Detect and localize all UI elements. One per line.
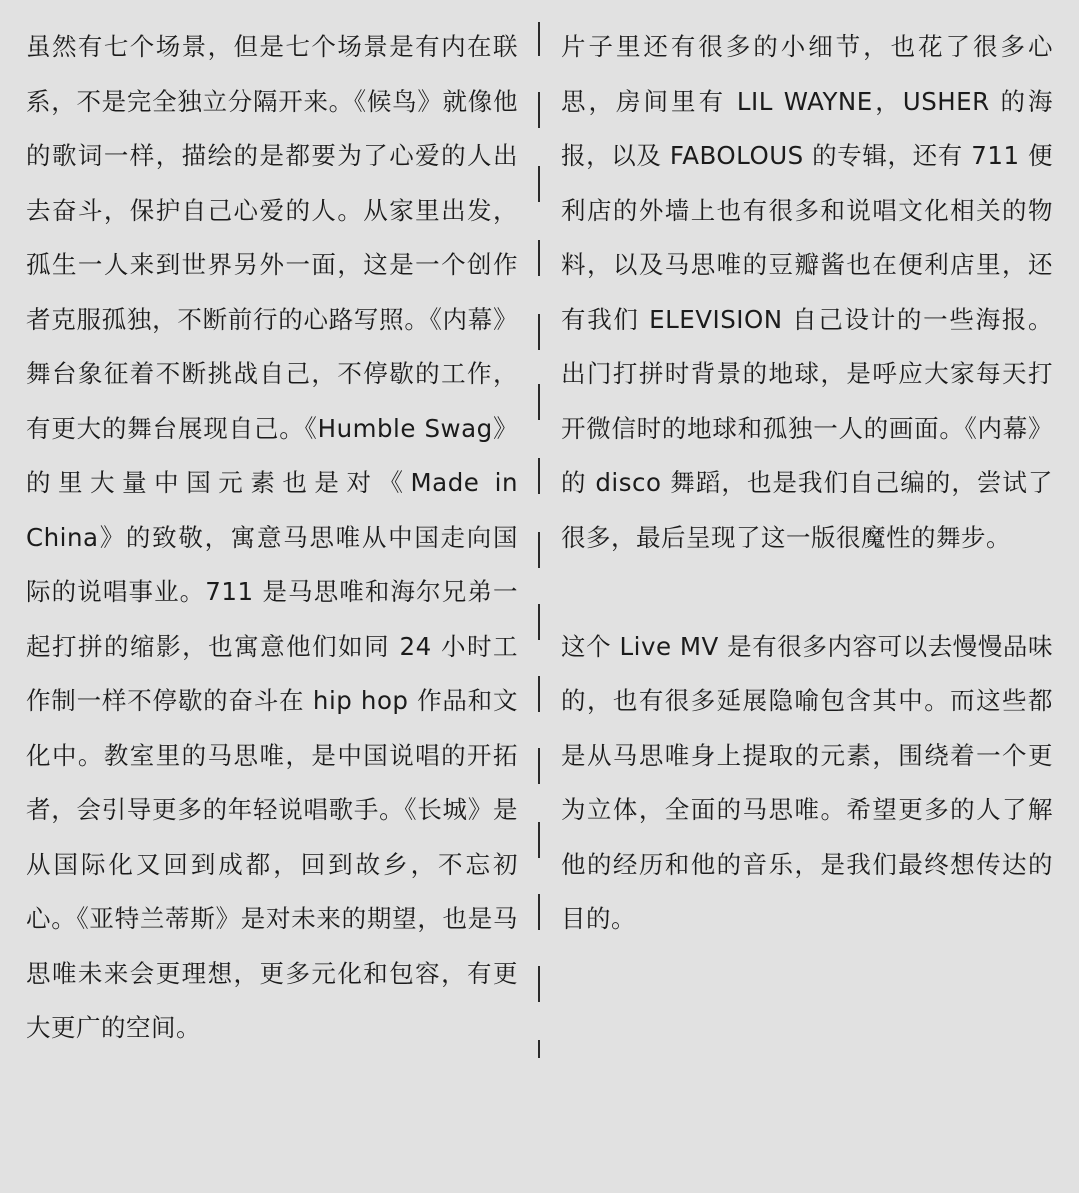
divider-dash (538, 240, 540, 276)
right-text-column (561, 20, 1053, 947)
left-paragraph-1: 虽然有七个场景，但是七个场景是有内在联系，不是完全独立分隔开来。《候鸟》就像他的歌词一样，描绘的是都要为了心爱的人出去奋斗，保护自己心爱的人。从家里出发，孤生一人来到世界另外一面，这是一个创作者克服孤独，不断前行的心路写照。《内幕》舞台象征着不断挑战自己，不停歇的工作，有更大的舞台展现自己。《Humble Swag》的里大量中国元素也是对《Made in China》的致敬，寓意马思唯从中国走向国际的说唱事业。711 是马思唯和海尔兄弟一起打拼的缩影，也寓意他们如同 24 小时工作制一样不停歇的奋斗在 hip hop 作品和文化中。教室里的马思唯，是中国说唱的开拓者，会引导更多的年轻说唱歌手。《长城》是从国际化又回到成都，回到故乡，不忘初心。《亚特兰蒂斯》是对未来的期望，也是马思唯未来会更理想，更多元化和包容，有更大更广的空间。 (26, 32, 518, 1042)
divider-dash (538, 314, 540, 350)
divider-dash (538, 676, 540, 712)
divider-dash (538, 166, 540, 202)
divider-dash (538, 966, 540, 1002)
right-paragraph-1: 片子里还有很多的小细节，也花了很多心思，房间里有 LIL WAYNE，USHER 的海报，以及 FABOLOUS 的专辑，还有 711 便利店的外墙上也有很多和说唱文化相关的物料，以及马思唯的豆瓣酱也在便利店里，还有我们 ELEVISION 自己设计的一些海报。出门打拼时背景的地球，是呼应大家每天打开微信时的地球和孤独一人的画面。《内幕》的 disco 舞蹈，也是我们自己编的，尝试了很多，最后呈现了这一版很魔性的舞步。 (561, 32, 1053, 552)
right-paragraph-2: 这个 Live MV 是有很多内容可以去慢慢品味的，也有很多延展隐喻包含其中。而这些都是从马思唯身上提取的元素，围绕着一个更为立体，全面的马思唯。希望更多的人了解他的经历和他的音乐，是我们最终想传达的目的。 (561, 631, 1053, 933)
divider-dash (538, 822, 540, 858)
left-text-column (26, 20, 518, 1056)
divider-dash (538, 604, 540, 640)
divider-dash (538, 894, 540, 930)
divider-dash (538, 22, 540, 56)
divider-dash (538, 384, 540, 420)
divider-dash (538, 748, 540, 784)
divider-dash (538, 458, 540, 494)
divider-dash (538, 532, 540, 568)
divider-dash (538, 1040, 540, 1058)
divider-dash (538, 92, 540, 128)
